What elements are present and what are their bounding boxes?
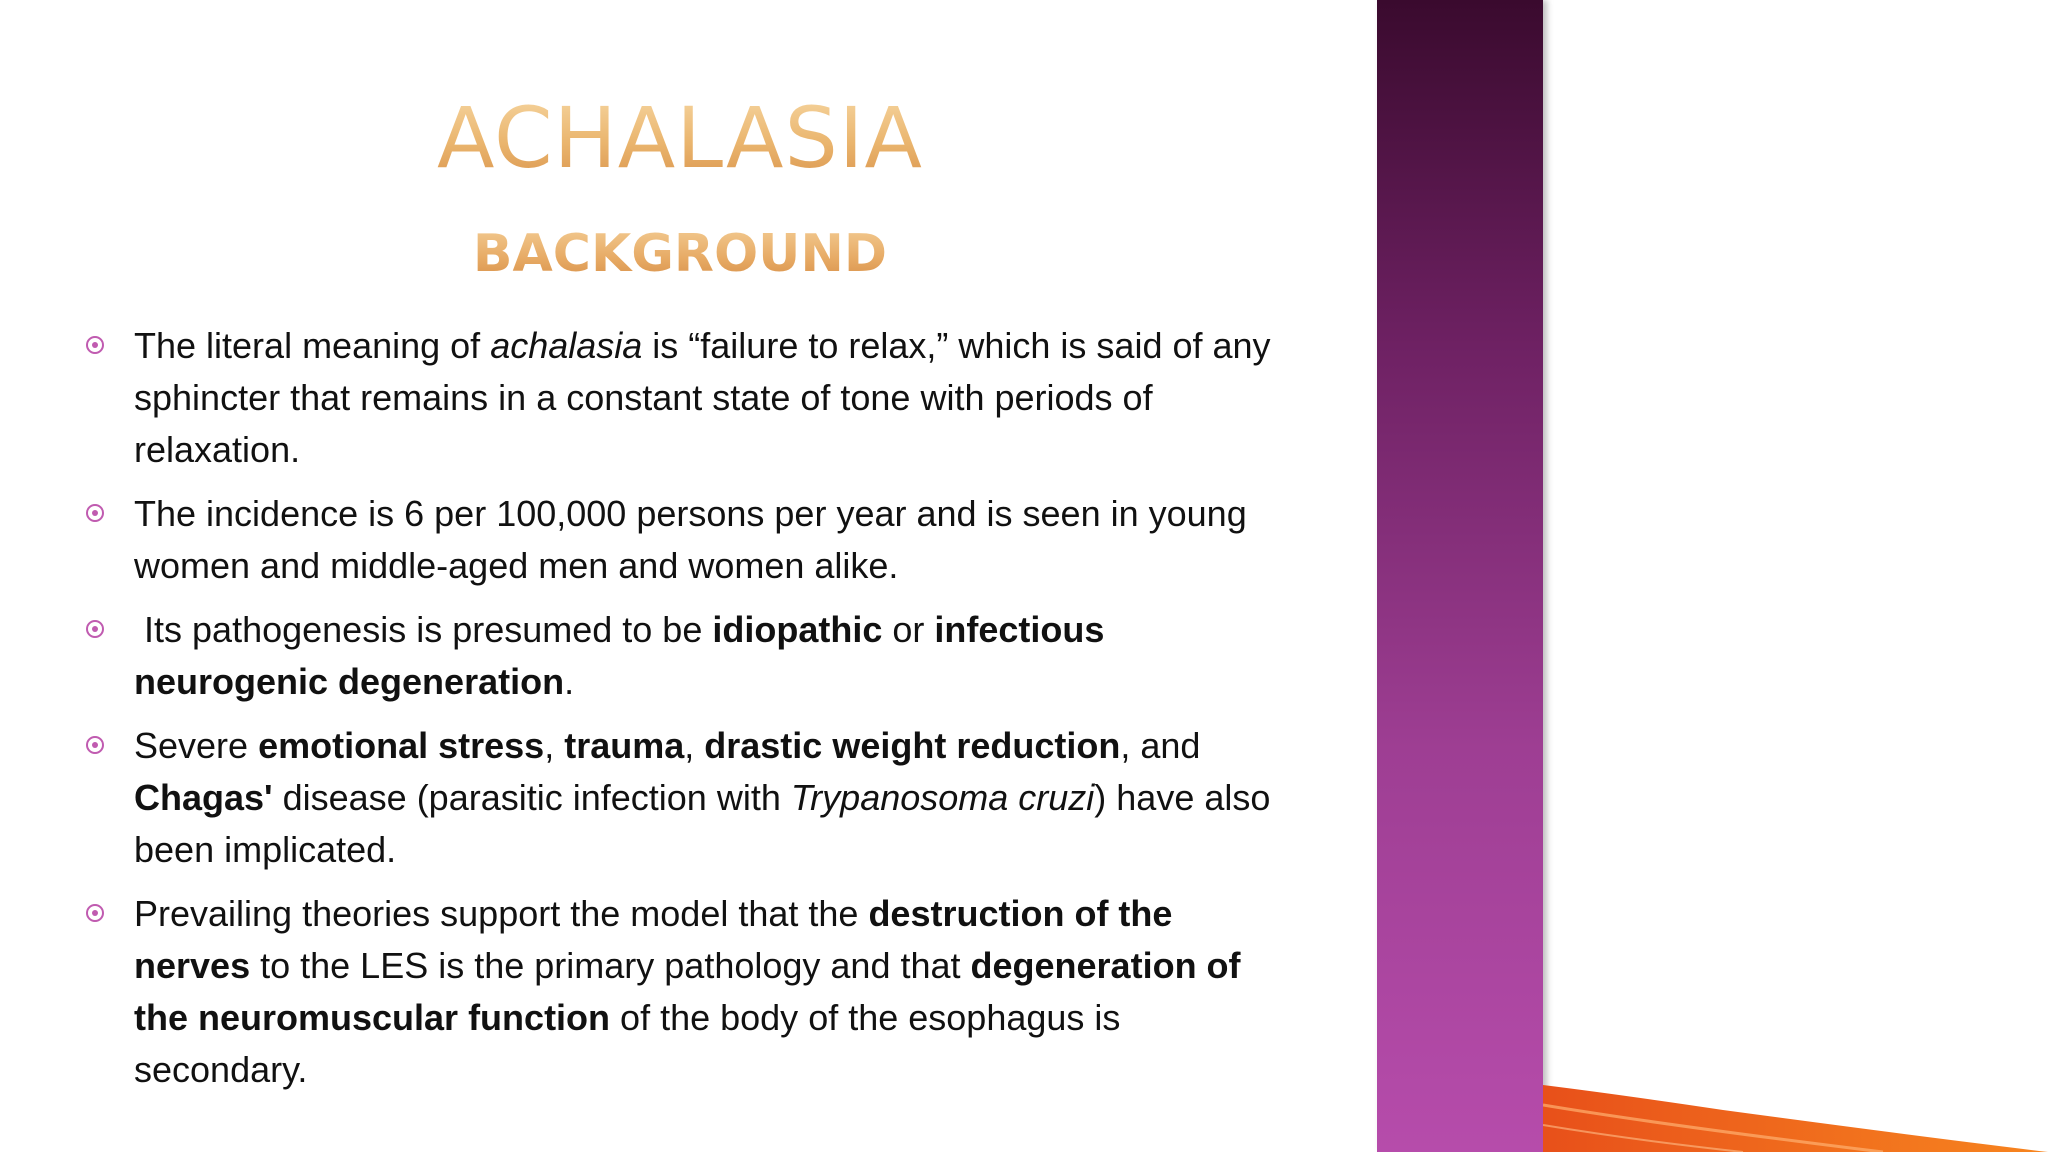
bold-text: drastic weight reduction (704, 725, 1121, 766)
bullet-item (86, 488, 1296, 592)
text-run: disease (parasitic infection with (272, 777, 791, 818)
text-run: The incidence is 6 per 100,000 persons per year and is seen in young women and middle-aged men and women alike. (134, 493, 1247, 586)
text-run: is “failure to relax,” which is said of any sphincter that remains in a constant state of tone with periods of relaxation. (134, 325, 1271, 470)
text-run: ) have also been implicated. (134, 777, 1271, 870)
bullet-item (86, 320, 1296, 476)
bullet-list (86, 320, 1296, 1108)
circle-dot-icon (86, 736, 104, 754)
italic-text: achalasia (490, 325, 643, 366)
bold-text: Chagas' (134, 777, 273, 818)
text-run: , and (1120, 725, 1201, 766)
text-run: Prevailing theories support the model that the (134, 893, 869, 934)
bullet-item (86, 720, 1296, 876)
bullet-item (86, 604, 1296, 708)
bullet-item (86, 888, 1296, 1096)
bold-text: degeneration of the neuromuscular function (134, 945, 1241, 1038)
bold-text: destruction of the nerves (134, 893, 1173, 986)
text-run: Its pathogenesis is presumed to be (134, 609, 713, 650)
orange-swoosh-decoration (1543, 1085, 2048, 1152)
circle-dot-icon (86, 904, 104, 922)
bold-text: idiopathic (712, 609, 883, 650)
purple-accent-bar (1377, 0, 1543, 1152)
italic-text: Trypanosoma cruzi (790, 777, 1095, 818)
text-run: of the body of the esophagus is secondary. (134, 997, 1121, 1090)
circle-dot-icon (86, 504, 104, 522)
bold-text: emotional stress (258, 725, 545, 766)
text-run: , (544, 725, 565, 766)
bold-text: infectious neurogenic degeneration (134, 609, 1105, 702)
text-run: , (684, 725, 705, 766)
bold-text: trauma (564, 725, 685, 766)
slide-subtitle: BACKGROUND (0, 222, 1360, 286)
text-run: to the LES is the primary pathology and that (250, 945, 971, 986)
slide-title: ACHALASIA (0, 88, 1360, 188)
text-run: or (882, 609, 935, 650)
circle-dot-icon (86, 336, 104, 354)
text-run: . (564, 661, 575, 702)
text-run: The literal meaning of (134, 325, 491, 366)
text-run: Severe (134, 725, 259, 766)
circle-dot-icon (86, 620, 104, 638)
